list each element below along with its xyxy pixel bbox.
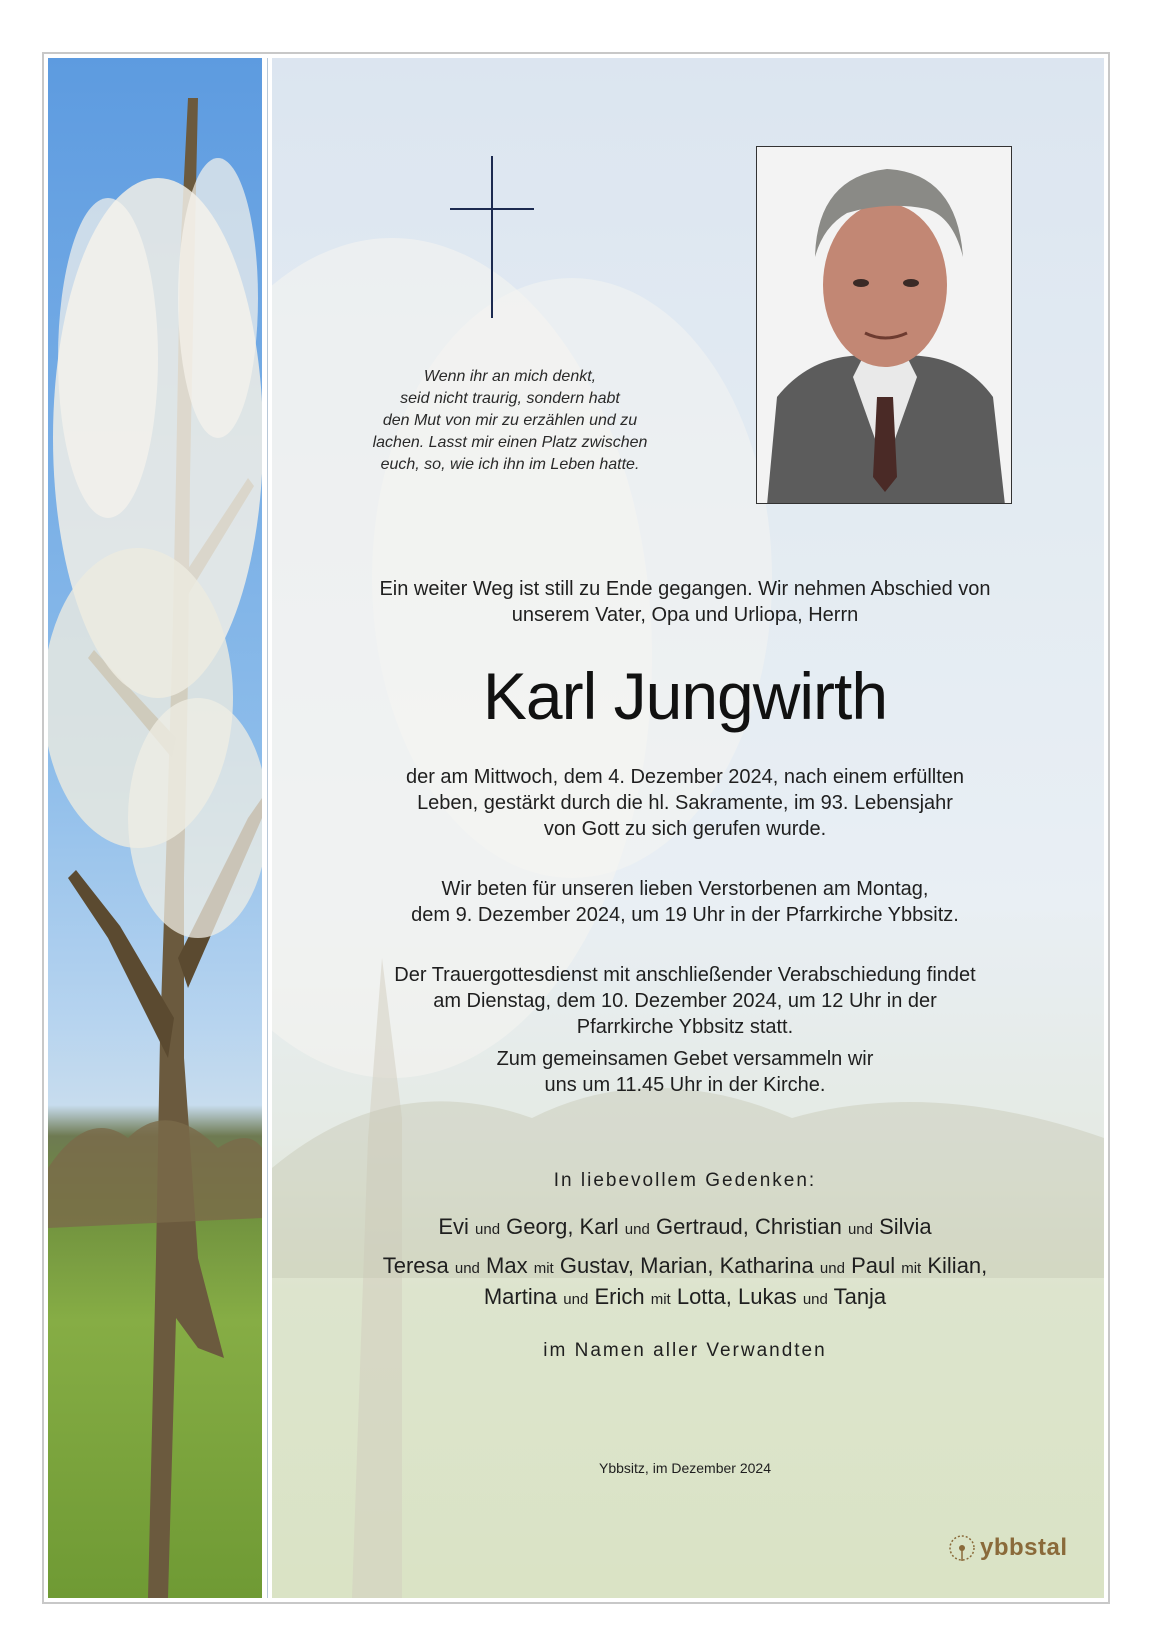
family-name: Paul (851, 1253, 896, 1278)
family-name: Georg, Karl (506, 1214, 619, 1239)
gathering-paragraph (350, 1046, 1020, 1098)
conjunction: mit (901, 1260, 922, 1277)
poem-line: euch, so, wie ich ihn im Leben hatte. (380, 456, 640, 473)
paragraph-line: uns um 11.45 Uhr in der Kirche. (544, 1074, 826, 1096)
conjunction: mit (650, 1291, 671, 1308)
poem-text (345, 366, 675, 476)
conjunction: und (847, 1221, 873, 1238)
conjunction: und (802, 1291, 828, 1308)
blossom-tree-photo (48, 58, 262, 1598)
logo-text: ybbstal (980, 1534, 1068, 1561)
family-name: Teresa (382, 1253, 449, 1278)
family-name: Silvia (879, 1214, 932, 1239)
paragraph-line: Wir beten für unseren lieben Verstorbenen am Montag, (441, 878, 929, 900)
conjunction: und (624, 1221, 650, 1238)
conjunction: und (563, 1291, 589, 1308)
divider-line (267, 58, 268, 1598)
paragraph-line: Der Trauergottesdienst mit anschließender Verabschiedung findet (394, 964, 976, 986)
death-notice-paragraph (350, 764, 1020, 842)
poem-line: den Mut von mir zu erzählen und zu (382, 412, 638, 429)
paragraph-line: Zum gemeinsamen Gebet versammeln wir (496, 1048, 874, 1070)
family-name: Kilian, (927, 1253, 988, 1278)
conjunction: mit (533, 1260, 554, 1277)
dandelion-icon (948, 1534, 976, 1562)
conjunction: und (454, 1260, 480, 1277)
portrait-photo (756, 146, 1012, 504)
conjunction: und (475, 1221, 501, 1238)
conjunction: und (819, 1260, 845, 1277)
cross-icon (450, 156, 534, 318)
family-name: Max (486, 1253, 528, 1278)
paragraph-line: am Dienstag, dem 10. Dezember 2024, um 12 Uhr in der (433, 990, 937, 1012)
family-line (340, 1212, 1030, 1245)
family-line (340, 1252, 1030, 1283)
prayer-paragraph (350, 876, 1020, 928)
intro-line: unserem Vater, Opa und Urliopa, Herrn (511, 604, 859, 626)
family-name: Gertraud, Christian (655, 1214, 842, 1239)
place-date: Ybbsitz, im Dezember 2024 (599, 1460, 771, 1476)
intro-text (340, 576, 1030, 628)
poem-line: Wenn ihr an mich denkt, (423, 368, 597, 385)
paragraph-line: Pfarrkirche Ybbsitz statt. (576, 1016, 794, 1038)
family-line (340, 1283, 1030, 1314)
paragraph-line: Leben, gestärkt durch die hl. Sakramente, im 93. Lebensjahr (417, 792, 953, 814)
paragraph-line: der am Mittwoch, dem 4. Dezember 2024, nach einem erfüllten (405, 766, 965, 788)
family-name: Evi (438, 1214, 469, 1239)
ybbstal-logo (948, 1530, 1068, 1566)
family-name: Erich (594, 1284, 645, 1309)
family-name: Gustav, Marian, Katharina (559, 1253, 814, 1278)
paragraph-line: dem 9. Dezember 2024, um 19 Uhr in der Pfarrkirche Ybbsitz. (411, 904, 959, 926)
family-name: Tanja (833, 1284, 887, 1309)
intro-line: Ein weiter Weg ist still zu Ende gegangen. Wir nehmen Abschied von (379, 578, 991, 600)
family-lines (340, 1252, 1030, 1314)
poem-line: lachen. Lasst mir einen Platz zwischen (372, 434, 648, 451)
poem-line: seid nicht traurig, sondern habt (400, 390, 620, 407)
names-all-relatives: im Namen aller Verwandten (543, 1340, 827, 1361)
funeral-service-paragraph (350, 962, 1020, 1040)
family-name: Martina (483, 1284, 558, 1309)
paragraph-line: von Gott zu sich gerufen wurde. (543, 818, 827, 840)
gedenken-heading: In liebevollem Gedenken: (553, 1170, 817, 1191)
deceased-name: Karl Jungwirth (482, 659, 888, 733)
family-name: Lotta, Lukas (676, 1284, 797, 1309)
